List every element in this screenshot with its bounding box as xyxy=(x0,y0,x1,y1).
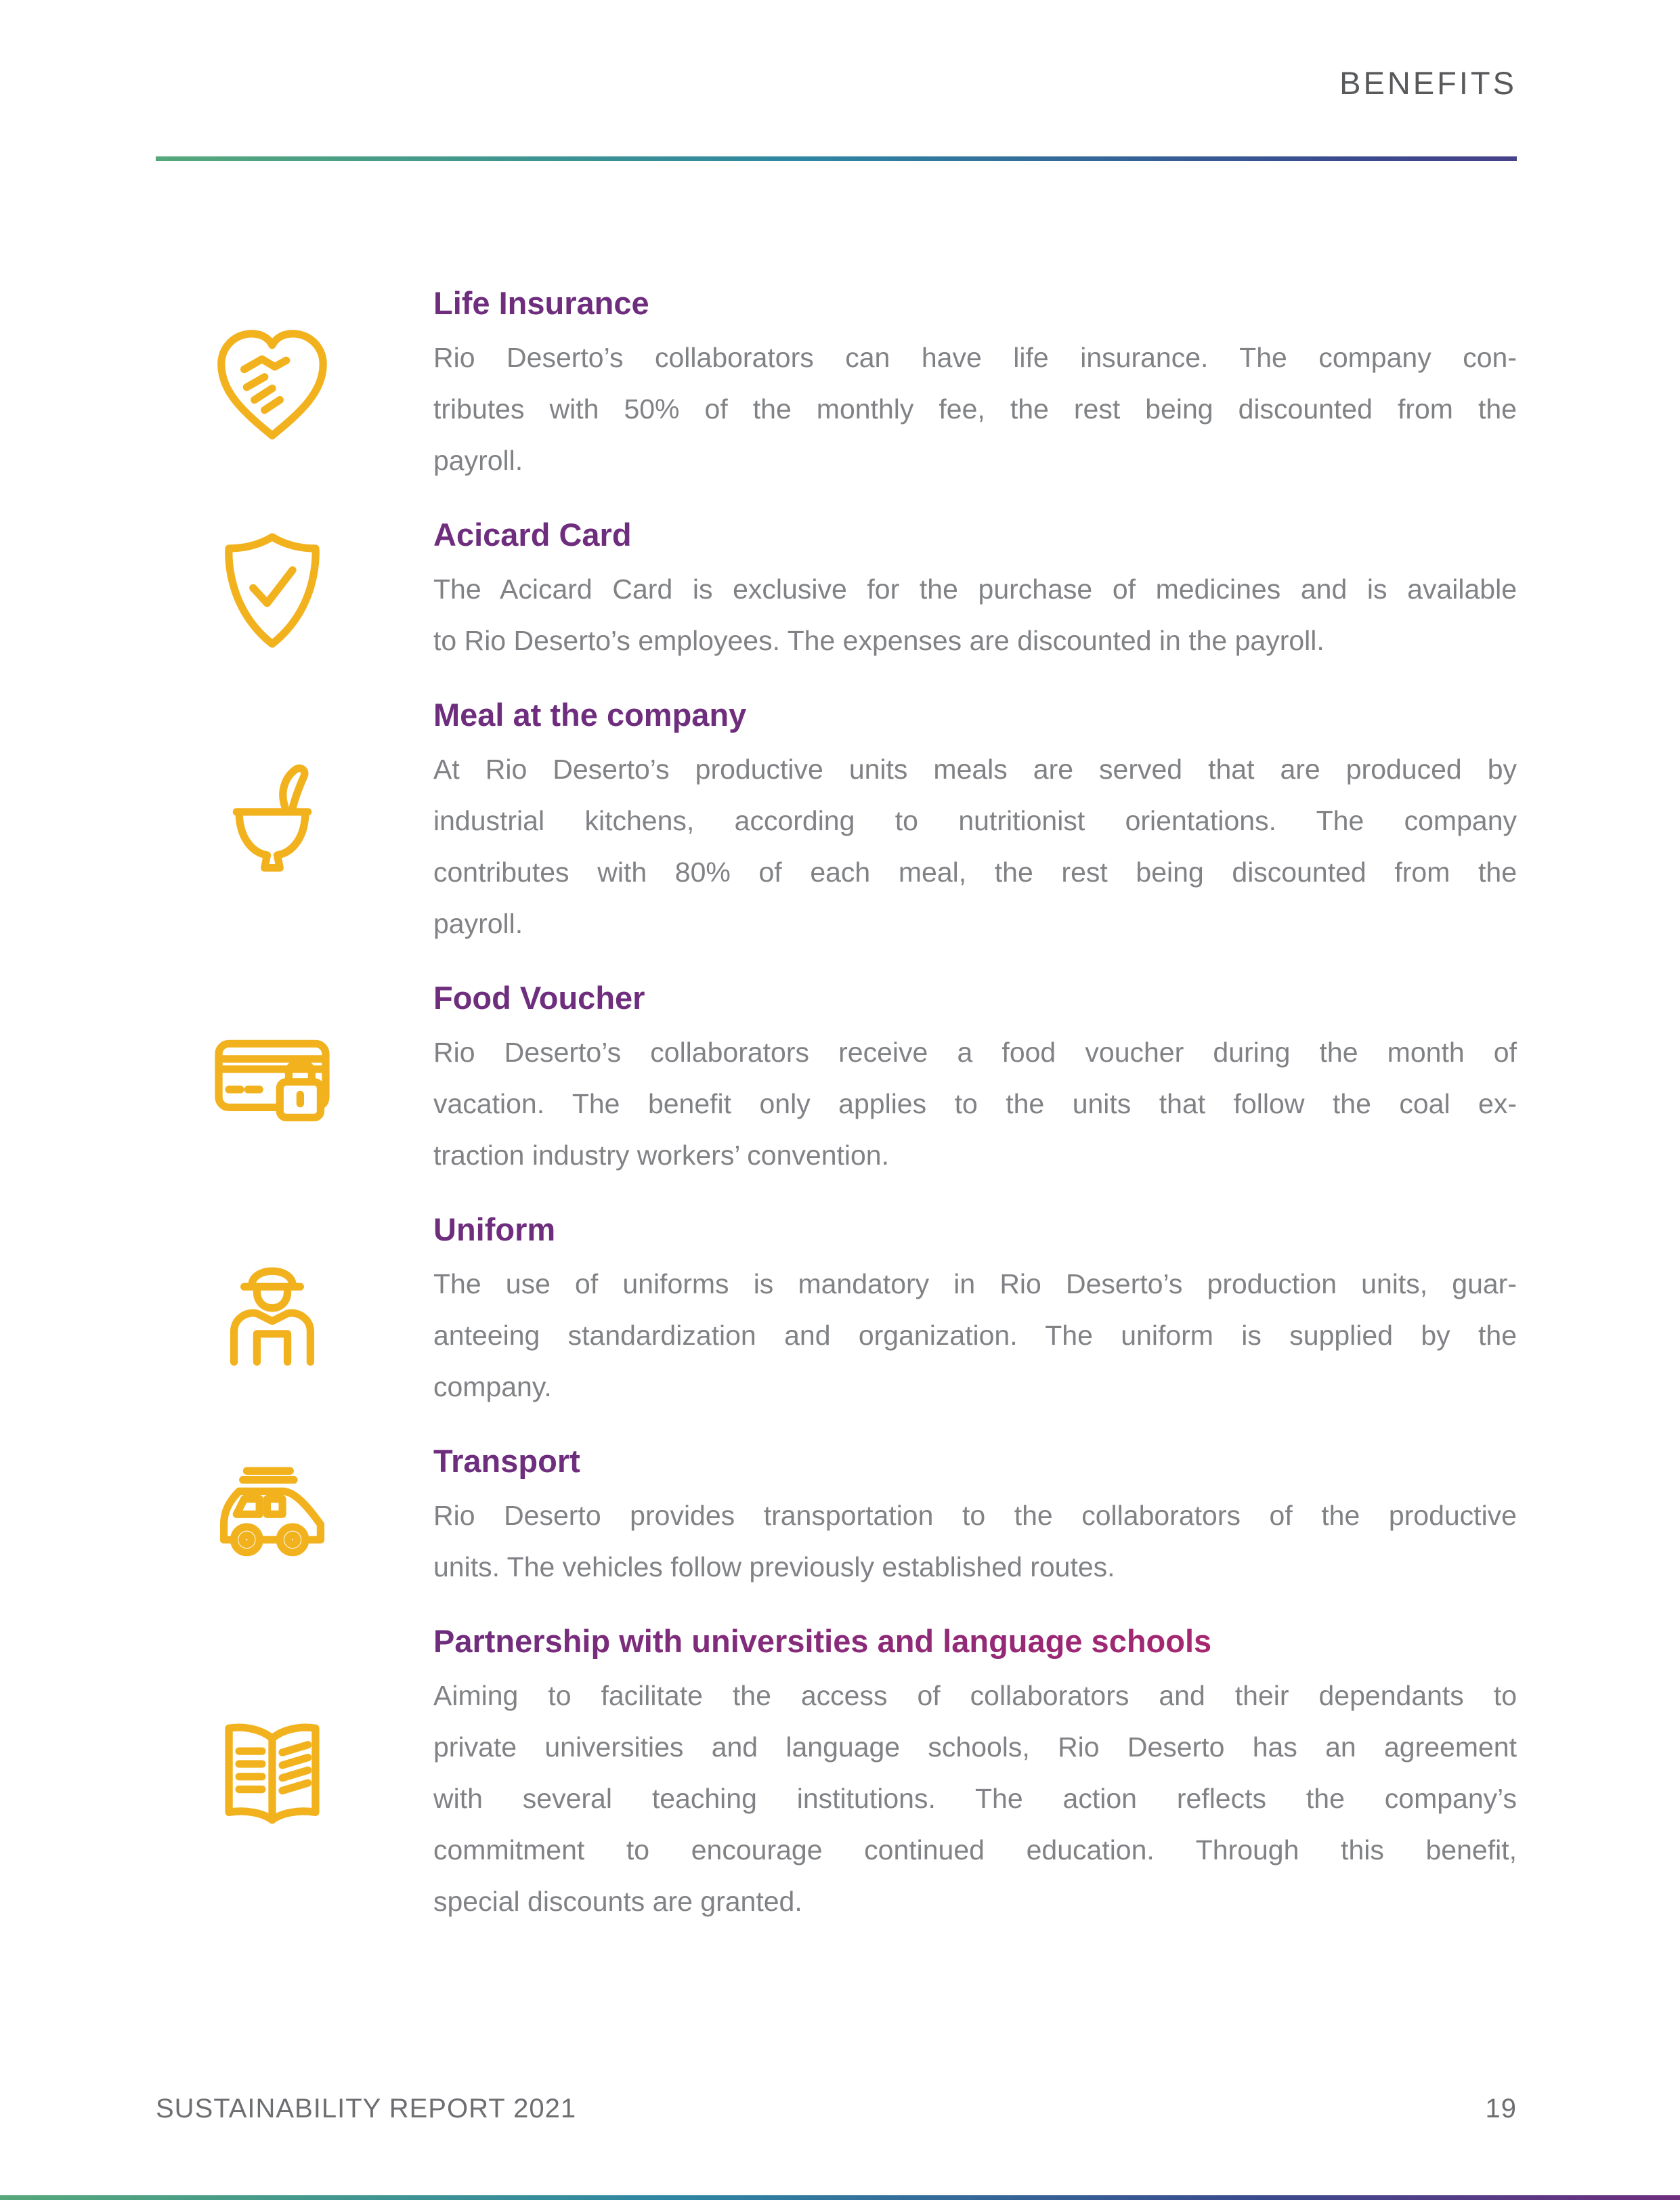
section-text-column xyxy=(433,283,1517,486)
section-body xyxy=(433,1258,1517,1412)
body-line: with several teaching institutions. The action reflects the company’s xyxy=(433,1783,1517,1814)
body-line: payroll. xyxy=(433,908,523,939)
card-lock-icon xyxy=(209,1016,336,1143)
section-text-column xyxy=(433,1209,1517,1412)
section-title: Acicard Card xyxy=(433,517,632,553)
body-line: traction industry workers’ convention. xyxy=(433,1140,889,1171)
section-icon-column xyxy=(156,1247,433,1375)
section-icon-column xyxy=(156,758,433,886)
header-gradient-rule xyxy=(156,156,1517,161)
section-icon-column xyxy=(156,321,433,448)
shield-check-icon xyxy=(209,527,336,654)
benefit-section xyxy=(156,695,1517,949)
body-line: Rio Deserto provides transportation to the collaborators of the productive xyxy=(433,1500,1517,1531)
body-line: contributes with 80% of each meal, the rest being discounted from the xyxy=(433,857,1517,888)
section-title: Partnership with universities and language schools xyxy=(433,1621,1517,1662)
section-title: Uniform xyxy=(433,1211,556,1247)
footer-report-title: SUSTAINABILITY REPORT 2021 xyxy=(156,2094,577,2123)
benefit-section xyxy=(156,978,1517,1181)
mortar-pestle-icon xyxy=(209,758,336,886)
body-line: tributes with 50% of the monthly fee, the rest being discounted from the xyxy=(433,393,1517,425)
page-footer xyxy=(156,2094,1517,2124)
body-line: The Acicard Card is exclusive for the purchase of medicines and is available xyxy=(433,574,1517,605)
benefit-section xyxy=(156,1441,1517,1593)
section-body xyxy=(433,1670,1517,1927)
body-line: private universities and language schools, Rio Deserto has an agreement xyxy=(433,1731,1517,1763)
body-line: Rio Deserto’s collaborators can have life insurance. The company con- xyxy=(433,342,1517,373)
body-line: Rio Deserto’s collaborators receive a food voucher during the month of xyxy=(433,1037,1517,1068)
body-line: At Rio Deserto’s productive units meals are served that are produced by xyxy=(433,754,1517,785)
body-line: vacation. The benefit only applies to the units that follow the coal ex- xyxy=(433,1088,1517,1119)
body-line: special discounts are granted. xyxy=(433,1886,802,1917)
section-title: Life Insurance xyxy=(433,285,649,321)
body-line: industrial kitchens, according to nutritionist orientations. The company xyxy=(433,805,1517,836)
body-line: commitment to encourage continued education. Through this benefit, xyxy=(433,1834,1517,1865)
benefit-section xyxy=(156,283,1517,486)
section-title: Meal at the company xyxy=(433,697,747,733)
section-text-column xyxy=(433,978,1517,1181)
benefit-section xyxy=(156,1621,1517,1927)
body-line: company. xyxy=(433,1371,552,1402)
body-line: Aiming to facilitate the access of collaborators and their dependants to xyxy=(433,1680,1517,1711)
section-icon-column xyxy=(156,1710,433,1838)
section-icon-column xyxy=(156,1016,433,1143)
body-line: units. The vehicles follow previously established routes. xyxy=(433,1551,1115,1582)
footer-page-number: 19 xyxy=(1485,2094,1517,2123)
section-icon-column xyxy=(156,1453,433,1580)
benefit-section xyxy=(156,1209,1517,1412)
body-line: to Rio Deserto’s employees. The expenses are discounted in the payroll. xyxy=(433,625,1324,656)
page-content xyxy=(156,0,1517,1927)
benefit-section xyxy=(156,515,1517,666)
body-line: payroll. xyxy=(433,445,523,476)
section-title: Transport xyxy=(433,1443,580,1479)
section-icon-column xyxy=(156,527,433,654)
section-body xyxy=(433,743,1517,949)
section-body xyxy=(433,1027,1517,1181)
body-line: anteeing standardization and organization. The uniform is supplied by the xyxy=(433,1320,1517,1351)
open-book-icon xyxy=(209,1710,336,1838)
body-line: The use of uniforms is mandatory in Rio Deserto’s production units, guar- xyxy=(433,1268,1517,1299)
section-text-column xyxy=(433,515,1517,666)
section-text-column xyxy=(433,695,1517,949)
section-text-column xyxy=(433,1441,1517,1593)
page-title: BENEFITS xyxy=(1339,65,1517,101)
section-body xyxy=(433,1490,1517,1593)
worker-icon xyxy=(209,1247,336,1375)
car-icon xyxy=(209,1453,336,1580)
bottom-gradient-bar xyxy=(0,2195,1680,2200)
section-body xyxy=(433,563,1517,666)
heart-handshake-icon xyxy=(209,321,336,448)
section-title: Food Voucher xyxy=(433,980,645,1016)
benefit-sections xyxy=(156,283,1517,1927)
page-header xyxy=(156,0,1517,102)
section-body xyxy=(433,332,1517,486)
section-text-column xyxy=(433,1621,1517,1927)
